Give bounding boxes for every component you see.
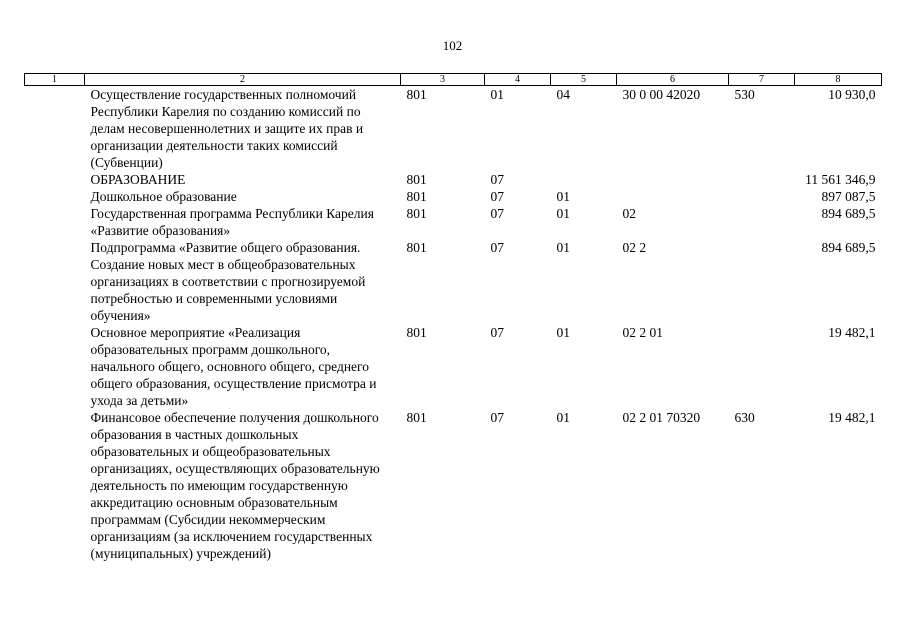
column-header-2: 2: [85, 74, 401, 86]
row-name: Государственная программа Республики Карелия «Развитие образования»: [90, 206, 374, 238]
column-header-5: 5: [551, 74, 617, 86]
row-name: Основное мероприятие «Реализация образовательных программ дошкольного, начального общего, основного общего, среднего общего образования, осуществление присмотра и ухода за детьми»: [90, 325, 377, 408]
column-header-1: 1: [25, 74, 85, 86]
row-name: Осуществление государственных полномочий Республики Карелия по созданию комиссий по делам несовершеннолетних и защите их прав и организации деятельности таких комиссий (Субвенции): [90, 87, 364, 170]
table-row: [25, 239, 882, 324]
row-target-article: 30 0 00 42020: [622, 87, 701, 102]
column-header-6: 6: [617, 74, 729, 86]
row-subsection-code: [551, 171, 617, 188]
row-section-code: 07: [490, 172, 504, 187]
row-target-article: 02 2 01 70320: [622, 410, 701, 425]
table-row: [25, 86, 882, 172]
row-subsection-code: 01: [556, 189, 570, 204]
row-expense-type: [729, 205, 795, 239]
row-ministry-code: 801: [406, 206, 427, 221]
row-ministry-code: 801: [406, 240, 427, 255]
column-header-8: 8: [795, 74, 882, 86]
row-name: Финансовое обеспечение получения дошкольного образования в частных дошкольных образовательных и общеобразовательных организациях, осуществляющих образовательную деятельность по имеющим государственную аккредитацию основным образовательным программам (Субсидии некоммерческим организациям (за исключением государственных (муниципальных) учреждений): [90, 410, 380, 561]
row-ministry-code: 801: [406, 325, 427, 340]
row-target-article: [617, 188, 729, 205]
row-amount: 19 482,1: [828, 410, 876, 425]
row-expense-type: 630: [734, 410, 755, 425]
column-header-4: 4: [485, 74, 551, 86]
row-name: Подпрограмма «Развитие общего образования. Создание новых мест в общеобразовательных организациях в соответствии с прогнозируемой потребностью и современными условиями обучения»: [90, 240, 366, 323]
column-header-3: 3: [401, 74, 485, 86]
budget-table: [24, 73, 882, 562]
row-target-article: 02 2: [622, 240, 647, 255]
row-ministry-code: 801: [406, 410, 427, 425]
row-subsection-code: 01: [556, 325, 570, 340]
row-target-article: 02: [622, 206, 636, 221]
row-amount: 897 087,5: [821, 189, 876, 204]
row-ministry-code: 801: [406, 172, 427, 187]
row-amount: 19 482,1: [828, 325, 876, 340]
row-subsection-code: 04: [556, 87, 570, 102]
row-expense-type: [729, 239, 795, 324]
table-row: [25, 188, 882, 205]
row-target-article: [617, 171, 729, 188]
row-name: Дошкольное образование: [90, 189, 237, 204]
row-amount: 894 689,5: [821, 240, 876, 255]
row-name: ОБРАЗОВАНИЕ: [90, 172, 186, 187]
table-row: [25, 324, 882, 409]
row-amount: 10 930,0: [828, 87, 876, 102]
row-expense-type: 530: [734, 87, 755, 102]
row-expense-type: [729, 171, 795, 188]
row-section-code: 07: [490, 325, 504, 340]
row-section-code: 07: [490, 206, 504, 221]
table-row: [25, 205, 882, 239]
row-section-code: 01: [490, 87, 504, 102]
column-header-row: [25, 74, 882, 86]
row-section-code: 07: [490, 410, 504, 425]
row-ministry-code: 801: [406, 87, 427, 102]
table-row: [25, 409, 882, 562]
row-subsection-code: 01: [556, 240, 570, 255]
row-target-article: 02 2 01: [622, 325, 663, 340]
table-row: [25, 171, 882, 188]
row-expense-type: [729, 324, 795, 409]
row-expense-type: [729, 188, 795, 205]
page-number: 102: [442, 38, 463, 53]
row-amount: 11 561 346,9: [805, 172, 876, 187]
row-section-code: 07: [490, 240, 504, 255]
row-subsection-code: 01: [556, 410, 570, 425]
column-header-7: 7: [729, 74, 795, 86]
row-section-code: 07: [490, 189, 504, 204]
row-amount: 894 689,5: [821, 206, 876, 221]
row-ministry-code: 801: [406, 189, 427, 204]
row-subsection-code: 01: [556, 206, 570, 221]
